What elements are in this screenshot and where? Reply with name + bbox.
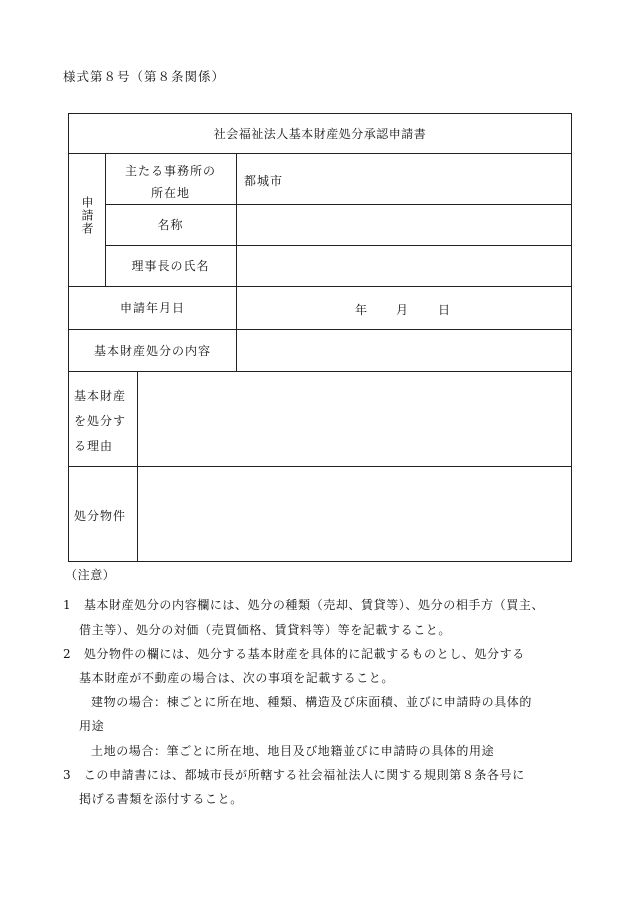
date-year-label: 年 [355, 303, 369, 317]
address-label-line2: 所在地 [150, 186, 190, 200]
applicant-label: 申請者 [80, 196, 94, 235]
note-1-line-1: 1 基本財産処分の内容欄には、処分の種類（売却、賃貸等）、処分の相手方（買主、 [63, 598, 545, 612]
disposal-content-label: 基本財産処分の内容 [93, 343, 211, 358]
row-divider [69, 371, 571, 372]
note-3-line-1: 3 この申請書には、都城市長が所轄する社会福祉法人に関する規則第８条各号に [63, 768, 525, 782]
disposal-property-label: 処分物件 [74, 509, 127, 523]
row-divider [69, 153, 571, 154]
note-2-building-line-2: 用途 [79, 719, 105, 733]
note-1-line-2: 借主等）、処分の対価（売買価格、賃貸料等）等を記載すること。 [79, 623, 452, 637]
date-month-label: 月 [396, 303, 410, 317]
form-number: 様式第８号（第８条関係） [63, 69, 226, 84]
column-divider [236, 153, 237, 371]
chairman-label: 理事長の氏名 [131, 259, 210, 273]
note-2-land: 土地の場合：筆ごとに所在地、地目及び地籍並びに申請時の具体的用途 [91, 744, 495, 758]
note-2-line-2: 基本財産が不動産の場合は、次の事項を記載すること。 [79, 671, 395, 685]
reason-label-line3: る理由 [74, 439, 114, 453]
date-day-label: 日 [438, 303, 452, 317]
row-divider [69, 466, 571, 467]
note-2-line-1: 2 処分物件の欄には、処分する基本財産を具体的に記載するものとし、処分する [63, 647, 525, 661]
address-label-line1: 主たる事務所の [124, 164, 216, 178]
address-value: 都城市 [244, 174, 284, 188]
form-title: 社会福祉法人基本財産処分承認申請書 [213, 127, 427, 141]
note-3-line-2: 掲げる書類を添付すること。 [79, 792, 243, 806]
column-divider [137, 371, 138, 561]
name-label: 名称 [157, 218, 184, 232]
application-form-table [68, 113, 572, 562]
notes-heading: （注意） [65, 568, 116, 582]
application-date-label: 申請年月日 [119, 301, 185, 315]
reason-label-line1: 基本財産 [74, 389, 127, 403]
note-2-building-line-1: 建物の場合：棟ごとに所在地、種類、構造及び床面積、並びに申請時の具体的 [91, 695, 533, 709]
reason-label-line2: を処分す [74, 414, 127, 428]
